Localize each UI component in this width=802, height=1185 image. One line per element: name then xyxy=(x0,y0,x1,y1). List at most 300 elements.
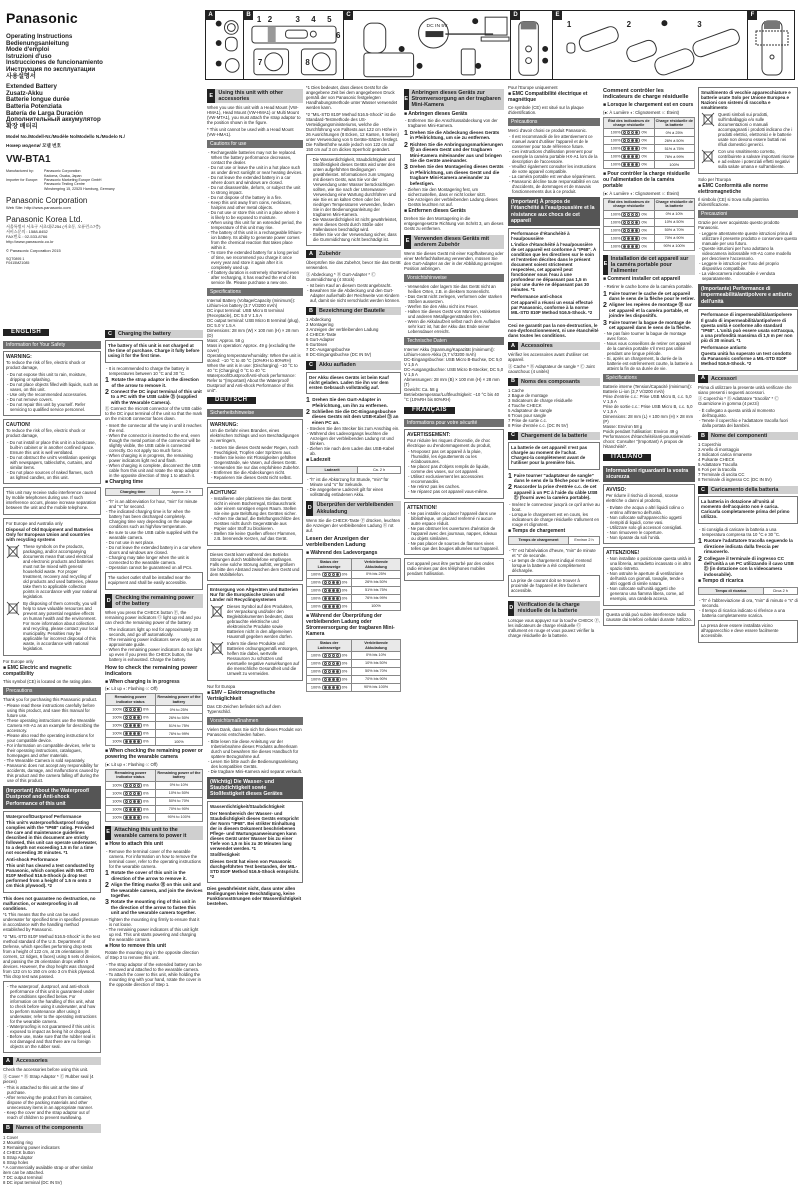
notice-box xyxy=(698,309,798,371)
indicator-lamp xyxy=(133,708,136,711)
section-title: Attaching this unit to the wearable camera to power it xyxy=(114,826,187,839)
check-button-illustration xyxy=(511,11,552,79)
subsection-heading: Comment contrôler les indicateurs de charge résiduelle xyxy=(603,88,689,101)
indicator-low-label: 0% xyxy=(641,228,647,233)
indicator-lamps xyxy=(621,244,640,249)
indicator-lamp xyxy=(137,740,140,743)
table-row xyxy=(604,226,695,234)
indicator-lamp xyxy=(129,808,132,811)
indicator-lamp xyxy=(129,708,132,711)
notice-box xyxy=(404,429,504,499)
indicator-lamp xyxy=(328,678,331,681)
notice-box xyxy=(698,620,798,643)
indicator-status-cell xyxy=(604,153,655,161)
numbered-step xyxy=(603,302,695,318)
list-item: - Utilisez exclusivement les accessoires recommandés. xyxy=(407,474,501,484)
lettered-section-heading xyxy=(306,361,401,369)
table-header: Remaining power of the battery xyxy=(155,769,202,781)
step-number: 1 xyxy=(698,538,702,546)
list-item: - Do not use in wet place. xyxy=(105,540,203,545)
paragraph: Per ridurre il rischio di incendi, scosse elettriche o danni al prodotto, xyxy=(606,493,679,504)
list-item: - Use only the recommended accessories. xyxy=(6,392,98,397)
product-name: Extended Battery xyxy=(6,83,57,91)
table-row xyxy=(699,587,798,594)
indicator-lamp xyxy=(332,589,335,592)
indicator-low-label: 0% xyxy=(143,731,149,736)
bullet-list xyxy=(508,134,600,194)
document-header xyxy=(6,6,196,265)
indicator-lamps xyxy=(322,653,341,658)
list-item: - Charging may take longer when the unit is connected to the wearable camera. xyxy=(105,555,203,565)
bullet-heading: ■ Lorsque le chargement est en cours xyxy=(603,101,694,108)
indicator-lamp xyxy=(336,573,339,576)
indicator-high-label: 100% xyxy=(112,815,122,820)
step-text: Drehen Sie den Gurt-Adapter in Pfeilrichtung, um ihn zu entfernen. xyxy=(312,397,388,408)
manufactured-by-label: Manufactured by: xyxy=(6,169,34,174)
notice-title: ATTENZIONE! xyxy=(606,550,640,557)
step-number: 2 xyxy=(105,882,109,890)
indicator-high-label: 100% xyxy=(310,596,321,601)
disposal-text: Indem Sie diese Produkte und Batterien ordnungsgemäß entsorgen, helfen Sie dabei, wertvolle Ressourcen zu schützen und eventuelle negative Auswirkungen auf die menschliche Gesundheit und die Umwelt zu vermeiden. xyxy=(227,641,300,677)
indicator-lamp xyxy=(137,816,140,819)
corporation-name: Panasonic Corporation xyxy=(6,195,88,205)
list-item: - Do not place objects filled with liquids, such as vases, on this unit. xyxy=(6,382,98,392)
bullet-heading: ■ Pour contrôler la charge résiduelle ou l'alimentation de la caméra portable xyxy=(603,171,690,190)
bullet-list xyxy=(404,187,504,207)
indicator-low-label: 0% xyxy=(641,154,647,159)
notice-box xyxy=(207,584,303,681)
section-title: Überprüfen der verbleibenden Akkuladung xyxy=(316,502,394,515)
list-item: - Si, après un chargement, la durée de la batterie est extrêmement courte, la batterie a atteint la fin de sa durée de vie. xyxy=(603,356,695,371)
step-text: Aligner les repères de montage Ⓗ sur cet appareil et la caméra portable, et joindre les dispositifs. xyxy=(608,302,692,319)
indicator-lamp xyxy=(125,708,128,711)
bullet-heading: ■ Charging time xyxy=(105,478,144,485)
indicator-lamps xyxy=(322,572,341,577)
paragraph: Merci d'avoir choisi ce produit Panasonic. xyxy=(508,127,587,133)
indicator-low-label: 0% xyxy=(341,604,348,609)
list-item: - To attach the cover to this unit, while holding the mounting ring with your hand, rotate the cover in the opposite direction of Step 1. xyxy=(105,972,203,987)
remaining-power-cell: 100% xyxy=(155,738,202,746)
notice-box xyxy=(207,487,303,546)
table-header-row xyxy=(604,117,695,129)
list-item: - Rechargeable batteries may not be replaced. When the battery performance decreases, contact the dealer. xyxy=(207,150,303,165)
indicator-lamp xyxy=(635,147,638,150)
indicator-low-label: 0% xyxy=(641,162,647,167)
bullet-heading: ■ EMC Electric and magnetic compatibility xyxy=(3,665,72,677)
table-row xyxy=(307,595,401,603)
list-item: - Ne retirez pas les caches. xyxy=(407,484,501,489)
lettered-section-heading xyxy=(508,601,600,615)
list-item: - If battery duration is extremely shortened even after recharging, it has reached the end of its service life. Please purchase a new one. xyxy=(207,270,303,285)
section-letter: E xyxy=(404,89,409,110)
manufactured-by: Panasonic Corporation Kadoma, Osaka, Japan xyxy=(44,169,82,178)
list-item: - Do not place sources of naked flames, such as lighted candles, on this unit. xyxy=(6,470,98,480)
indicator-lamp xyxy=(129,816,132,819)
section-letter: A xyxy=(698,375,708,383)
list-item: - Keep the cover and the strap adaptor out of reach of children to prevent swallowing. xyxy=(3,1110,101,1120)
section-letter: B xyxy=(3,1124,13,1132)
bullet-list xyxy=(105,499,203,529)
section-heading: Specifications xyxy=(207,288,303,296)
accessories-illustration xyxy=(206,11,243,79)
indicator-high-label: 100% xyxy=(310,604,321,609)
lettered-section-heading xyxy=(698,375,798,383)
indicator-lamp xyxy=(635,131,638,134)
list-item: - The Wearable Camera is sold separately. xyxy=(3,758,101,763)
indicator-lamp xyxy=(133,724,136,727)
section-title: Anbringen dieses Geräts zur Stromversorgung an der tragbaren Mini-Kamera xyxy=(411,90,501,109)
list-item: - Do not dispose of the battery in a fire. xyxy=(207,195,303,200)
table-row xyxy=(509,537,600,544)
section-title: Checking the remaining power of the battery xyxy=(115,594,194,608)
lettered-section-heading xyxy=(698,432,798,440)
paragraph: *1 This means that the unit can be used underwater for specified time in specified pressure in accordance with the handling method established by Panasonic. xyxy=(3,912,99,933)
product-name: Batería de Larga Duración xyxy=(6,109,84,117)
indicator-lamps xyxy=(621,154,640,159)
lettered-section-heading xyxy=(508,342,600,350)
list-item: - Nous vous conseillons de retirer cet appareil de la caméra portable s'il n'est pas utilisé pendant une longue période. xyxy=(603,341,695,356)
indicator-lamp xyxy=(328,597,331,600)
remaining-power-cell: 0% à 25% xyxy=(654,129,694,137)
indicator-lamp xyxy=(324,686,327,689)
numbered-step xyxy=(698,538,798,554)
remaining-power-cell: 76% bis 99% xyxy=(352,595,401,603)
importer-label: Importer for Europe: xyxy=(6,177,39,182)
bullet-heading: ■ Während des Ladevorgangs xyxy=(306,549,378,556)
remaining-power-cell: 50% à 70% xyxy=(654,226,694,234)
paragraph: Nur für Europa xyxy=(207,684,236,690)
bold-paragraph: This unit has cleared a test conducted by Panasonic, which complies with MIL-STD 810F Method 516.5-Shock (a drop test performed from a height of 1.5 m onto 3 cm thick plywood). *2 xyxy=(6,863,95,889)
remaining-power-table xyxy=(105,693,203,746)
notice-box xyxy=(306,154,401,247)
indicator-low-label: 0% xyxy=(341,580,348,585)
lettered-section-heading xyxy=(508,378,600,386)
remaining-power-cell: 76% à 99% xyxy=(654,153,694,161)
list-item: - Tighten the mounting ring firmly to ensure that it is not loose. xyxy=(105,917,203,927)
table-row xyxy=(307,603,401,611)
table-row xyxy=(604,234,695,242)
table-header: Status der Ladeanzeige xyxy=(307,559,352,571)
svg-text:2: 2 xyxy=(267,15,273,25)
paragraph: * This unit cannot be used with a Head Mount (VW-HMA1). xyxy=(207,126,294,137)
paragraph: Thank you for purchasing this Panasonic product. xyxy=(3,696,98,702)
indicator-lamps xyxy=(322,677,341,682)
bullet-list xyxy=(105,962,203,987)
table-row xyxy=(307,660,401,668)
indicator-high-label: 100% xyxy=(112,783,122,788)
section-title: Accessori xyxy=(711,375,737,382)
indicator-lamp xyxy=(623,221,626,224)
bold-paragraph: Ceci ne garantit pas la non-destruction, le non-dysfonctionnement, ni une étanchéité dans toutes les conditions. xyxy=(508,322,599,338)
bullet-heading: ■ Temps de chargement xyxy=(508,527,566,534)
important-heading: (Important) À propos de l'étanchéité à l'eau/poussière et la résistance aux chocs de cet appareil xyxy=(508,197,600,226)
table-header: Remaining power of the battery xyxy=(155,694,202,706)
table-header: Verbleibende Akkuladung xyxy=(352,640,401,652)
notice-title: AVERTISSEMENT: xyxy=(407,431,451,438)
bullet-list xyxy=(603,331,695,371)
indicator-high-label: 100% xyxy=(310,580,321,585)
paragraph: Ⓐ Cover * Ⓑ Strap Adaptor * Ⓒ Rubber seal (4 pieces) xyxy=(3,1073,94,1084)
indicator-status-cell xyxy=(106,730,156,738)
indicator-high-label: 100% xyxy=(310,669,321,674)
list-item: - Das Gerät nicht zerlegen, verformen oder starken Stößen aussetzen. xyxy=(404,294,504,304)
bullet-list xyxy=(309,157,398,242)
paragraph: (●: À Lumière ◐: Clignotement ○: Éteint) xyxy=(603,109,680,115)
paragraph: 1 Cover 2 Mounting ring 3 Remaining power indicators 4 CHECK button 5 Strap Adaptor 6 Strap holes * A commercially available strap or other similar item can be attached. 7 DC output terminal 8 DC input terminal (DC IN 5V) xyxy=(3,1134,94,1185)
indicator-lamp xyxy=(623,155,626,158)
indicator-lamp xyxy=(336,581,339,584)
svg-text:7: 7 xyxy=(257,57,263,67)
lettered-section-heading xyxy=(105,826,203,840)
bullet-list xyxy=(698,408,798,428)
svg-text:1: 1 xyxy=(256,15,262,25)
notice-title: CAUTION! xyxy=(6,422,31,428)
disposal-text: Dieses Symbol auf den Produkten, der Verpackung und/oder den Begleitdokumenten bedeutet, dass gebrauchte elektrische und elektronische Produkte sowie Batterien nicht in den allgemeinen Hausmüll gegeben werden dürfen. xyxy=(227,604,294,640)
indicator-lamp xyxy=(627,221,630,224)
list-item: - When the connector is inserted to the end, even though the metal portion of the connector will be slightly visible, the USB cable is connected correctly. Do not apply too much force. xyxy=(105,433,203,453)
attach-illustration xyxy=(553,11,747,79)
indicator-lamp xyxy=(623,229,626,232)
indicator-high-label: 100% xyxy=(112,707,122,712)
table-row xyxy=(106,813,203,821)
disposal-text: Con uno smaltimento corretto, contribuirete a salvare importanti risorse e ad evitare i potenziali effetti negativi sulla salute umana e sull'ambiente. xyxy=(718,149,795,169)
section-letter: C xyxy=(698,486,708,494)
indicator-lamps xyxy=(621,130,640,135)
notice-box xyxy=(105,340,203,363)
svg-text:5: 5 xyxy=(327,15,332,25)
remaining-power-table xyxy=(306,639,401,692)
indicator-lamp xyxy=(631,221,634,224)
paragraph: Il simbolo (CE) si trova sulla piastrina d'identificazione. xyxy=(698,196,769,207)
step-text: Drehen Sie die Abdeckung dieses Geräts in Pfeilrichtung, um sie zu entfernen. xyxy=(409,129,500,141)
paragraph: (●: À Lumière ◐: Clignotement ○: Éteint) xyxy=(603,190,680,196)
indicator-lamp xyxy=(631,131,634,134)
numbered-step xyxy=(603,291,695,302)
bold-paragraph: Der Akku dieses Geräts ist beim Kauf nicht geladen. Laden Sie ihn vor dem ersten Gebrauch vollständig auf. xyxy=(309,374,389,390)
step-text: Faire tourner "adaptateur de sangle" dans le sens de la flèche pour le retirer. xyxy=(513,472,600,483)
numbered-step xyxy=(603,320,695,331)
list-item: - Verwenden Sie nur das empfohlene Zubehör. xyxy=(210,465,300,470)
time-table xyxy=(105,488,203,496)
notice-box xyxy=(508,442,600,470)
manufacturer-info xyxy=(6,169,196,190)
disposal-text: Questi simboli sui prodotti, sull'imballaggio e/o sulle documentazioni o manuali accompagnanti i prodotti indicano che i prodotti elettrici, elettronici e le batterie usate non devono essere buttati nei rifiuti domestici generici. xyxy=(718,112,793,147)
indicator-status-cell xyxy=(106,738,156,746)
paragraph: Check the accessories before using this unit. xyxy=(3,1067,89,1073)
indicator-lamp xyxy=(623,139,626,142)
paragraph: Solo per l'Europa xyxy=(698,177,731,182)
bullet-heading: ■ How to remove this unit xyxy=(105,942,167,949)
indicator-lamp xyxy=(133,800,136,803)
product-name-list xyxy=(6,84,196,130)
list-item: - Stellen Sie keine Quellen offener Flammen, z.B. brennende Kerzen, auf das Gerät. xyxy=(210,531,300,541)
step-text: Connect the DC input terminal of this unit to a PC with the USB cable Ⓓ (supplied with the Wearable Camera). xyxy=(110,389,202,405)
list-item: - Ne pas obstruer les ouvertures d'aération de l'appareil avec des journaux, nappes, rideaux ou objets similaires. xyxy=(407,526,501,541)
indicator-lamp xyxy=(137,708,140,711)
lettered-section-heading xyxy=(306,250,401,258)
paragraph: *2 "MIL-STD 810F Method 516.5-Shock" is the test method standard of the U.S. Department of Defense, which specifies performing drop tests from a height of 122 cm, at 26 orientations (8 corners, 12 ridges, 6 faces) using 5 sets of devices, and passing the 26 orientation drops within 5 devices. However, the drop height was changed from 122 cm to 150 cm onto 3 cm thick plywood. This drop test was passed. xyxy=(3,933,101,979)
indicator-lamp xyxy=(631,155,634,158)
numbered-step xyxy=(105,377,203,388)
indicator-lamp xyxy=(328,581,331,584)
bullet-heading: ■ When charging is in progress xyxy=(105,678,180,685)
section-heading: Spécifications xyxy=(603,374,695,382)
list-item: - Die Anzeigen der verbleibenden Ladung dieses Geräts leuchten rot auf. xyxy=(404,197,504,207)
section-title: Noms des composants xyxy=(521,378,581,385)
indicator-lamp xyxy=(627,245,630,248)
indicator-lamp xyxy=(324,605,327,608)
notice-title: WARNING: xyxy=(6,354,32,360)
table-row xyxy=(307,676,401,684)
section-letter: D xyxy=(508,601,514,615)
section-title: Accessories xyxy=(16,1058,48,1065)
paragraph: Internal Battery (Voltage/Capacity (minimum)): Lithium-ion battery (3.7 V/3200 mAh) DC input terminal: USB Micro B terminal (Receptacle), DC 5.0 V 1.5 A DC output terminal: USB Micro B terminal (plug), DC 5.0 V 1.5 A Dimensions: 28 mm (W) × 100 mm (H) × 28 mm (D) Mass: Approx. 58 g Mass in operation: Approx. 49 g (excluding the cover) Operating temperature/humidity: When the unit is stored: −10 °C to 40 °C (10%RH to 80%RH) When the unit is in use: (Discharging) −10 °C to 40 °C (Charging) 0 °C to 40 °C Waterproof/Dustproof/Anti-shock performance: Refer to "(Important) About the Waterproof/ Dustproof and Anti-shock Performance of this unit". xyxy=(207,297,301,393)
korea-line: http://www.panasonic.co.kr xyxy=(6,238,54,244)
table-row xyxy=(106,722,203,730)
model-label-ru: Номер модели/ 모델 번호 xyxy=(6,143,61,149)
svg-text:4: 4 xyxy=(311,15,316,25)
language-label: ITALIANO xyxy=(603,454,651,461)
remaining-power-cell: 90% bis 100% xyxy=(352,684,401,692)
bold-paragraph: Dies gewährleistet nicht, dass unter allen Bedingungen keine Beschädigung, keine Funktionsstörungen oder Wasserdichtigkeit bestehen. xyxy=(207,886,302,907)
notice-box xyxy=(3,811,101,893)
numbered-step xyxy=(404,142,504,164)
list-item: - When using this unit for an extended period, the temperature of this unit may rise. xyxy=(207,220,303,230)
indicator-high-label: 100% xyxy=(610,236,621,241)
list-item: - Do not use or store this unit in a place where it is likely to be exposed to moisture. xyxy=(207,210,303,220)
section-letter: B xyxy=(306,307,316,315)
table-header-row xyxy=(604,198,695,210)
indicator-status-cell xyxy=(604,161,655,169)
table-row xyxy=(106,805,203,813)
indicator-low-label: 0% xyxy=(341,677,348,682)
remaining-power-cell: 70% à 90% xyxy=(654,234,694,242)
indicator-lamps xyxy=(123,815,142,820)
lettered-section-heading xyxy=(698,486,798,494)
indicator-low-label: 0% xyxy=(641,236,647,241)
indicator-high-label: 100% xyxy=(610,212,621,217)
product-name: 확장 배터리 xyxy=(6,122,38,130)
indicator-lamp xyxy=(324,654,327,657)
indicator-lamp xyxy=(627,237,630,240)
indicator-high-label: 100% xyxy=(112,799,122,804)
model-label: Model No./Modell-Nr./Modèle No/Modello N./Modelo N./ xyxy=(6,134,125,140)
remaining-power-cell: 0% bis 10% xyxy=(352,652,401,660)
indicator-status-cell xyxy=(307,676,352,684)
indicator-lamp xyxy=(627,229,630,232)
indicator-lamp xyxy=(623,147,626,150)
important-heading: (Wichtig) Die Wasser- und Staubdichtigkeit sowie Stoßfestigkeit dieses Gerätes xyxy=(207,777,303,800)
bold-paragraph: Waterproof/Dustproof Performance xyxy=(6,813,82,819)
indicator-lamp xyxy=(627,139,630,142)
lettered-section-heading xyxy=(603,255,695,276)
indicator-low-label: 0% xyxy=(641,146,647,151)
product-name: Дополнительный аккумулятор xyxy=(6,116,101,124)
indicator-lamp xyxy=(635,213,638,216)
paragraph: For Europe and Australia only xyxy=(6,520,63,526)
section-letter: A xyxy=(508,342,518,350)
indicator-status-cell xyxy=(106,789,156,797)
svg-text:3: 3 xyxy=(295,15,300,25)
document-code-2: F0415MZ1085 xyxy=(6,260,30,265)
table-cell: Charging time xyxy=(106,488,160,495)
remaining-power-cell: 70% bis 90% xyxy=(352,676,401,684)
remaining-power-cell: 0% bis 25% xyxy=(352,571,401,579)
bold-paragraph: This unit's waterproof/dustproof rating complies with the "IP68" rating. Provided the care and maintenance guidelines described in this document are strictly followed, this unit can operate underwater, to a depth not exceeding 1.5 m for a time not exceeding 30 minutes. *1 xyxy=(6,820,98,856)
list-item: - La videocamera indossabile è venduta separatamente. xyxy=(698,271,798,281)
indicator-lamps xyxy=(123,799,142,804)
list-item: - Non collocate sull'unità oggetti che generano una fiamma libera, come, ad esempio, una candela accesa. xyxy=(606,586,692,601)
paragraph: 1 Abdeckung 2 Montagering 3 Anzeigen der verbleibenden Ladung 4 CHECK-Taste 5 Gurt-Adapter 6 Gurtösen 7 DC-Ausgangsbuchse 8 DC-Eingangsbuchse (DC IN 5V) xyxy=(306,317,379,358)
list-item: - When charging is complete, disconnect the USB cable from this unit and rotate the strap adaptor in the opposite direction of Step 1 to attach it. xyxy=(105,463,203,478)
list-item: - These operating instructions use the Wearable Camera HX-A1 as an example for describing the accessory. xyxy=(3,718,101,733)
indicator-lamp xyxy=(129,800,132,803)
table-header: Charge résiduelle de la batterie xyxy=(655,118,693,128)
figure-f-strap xyxy=(748,11,796,79)
section-letter: E xyxy=(207,89,215,103)
doc-title: Bedienungsanleitung xyxy=(6,39,69,47)
indicator-lamp xyxy=(631,163,634,166)
indicator-lamp xyxy=(324,597,327,600)
indicator-lamps xyxy=(123,783,142,788)
bullet-list xyxy=(306,477,401,497)
remaining-power-cell: 90% à 100% xyxy=(654,242,694,250)
section-title: Bezeichnung der Bauteile xyxy=(319,308,385,315)
indicator-lamps xyxy=(621,236,640,241)
indicator-lamps xyxy=(123,791,142,796)
indicator-lamp xyxy=(623,213,626,216)
lettered-section-heading xyxy=(404,235,504,249)
indicator-lamp xyxy=(332,670,335,673)
notice-box xyxy=(603,609,695,627)
bullet-list xyxy=(3,1085,101,1120)
indicator-status-cell xyxy=(307,579,352,587)
bullet-list xyxy=(105,849,203,869)
indicator-lamp xyxy=(635,163,638,166)
step-text: Collegare il terminale di ingresso CC dell'unità a un PC utilizzando il cavo USB Ⓓ (in dotazione con la videocamera indossabile). xyxy=(703,555,794,577)
list-item: - Do not expose this unit to rain, moisture, dripping or splashing. xyxy=(6,372,98,382)
indicator-low-label: 0% xyxy=(341,653,348,658)
bold-paragraph: Performance antiurto xyxy=(701,344,747,350)
table-row xyxy=(106,714,203,722)
indicator-lamps xyxy=(322,669,341,674)
indicator-status-cell xyxy=(307,587,352,595)
remaining-power-cell: 0% to 10% xyxy=(155,781,202,789)
step-number: 3 xyxy=(105,899,109,907)
indicator-lamp xyxy=(631,213,634,216)
indicator-high-label: 100% xyxy=(610,130,621,135)
indicator-high-label: 100% xyxy=(112,791,122,796)
bullet-list xyxy=(698,598,798,618)
indicator-lamp xyxy=(635,221,638,224)
indicator-lamp xyxy=(324,662,327,665)
section-heading: Precautions xyxy=(3,687,101,695)
list-item: - Panasonic décline toute responsabilité en cas d'accidents, de dommages et de mauvais fonctionnements dus à ce produit. xyxy=(508,179,600,194)
indicator-lamps xyxy=(123,807,142,812)
indicator-status-cell xyxy=(106,714,156,722)
indicator-status-cell xyxy=(106,813,156,821)
list-item: - Utilizzare solo gli accessori consigliati. xyxy=(606,525,692,530)
section-title: Installation de cet appareil sur la caméra portable pour l'alimenter xyxy=(610,255,689,275)
indicator-low-label: 0% xyxy=(341,685,348,690)
remaining-power-cell: 100% xyxy=(352,603,401,611)
step-number: 2 xyxy=(306,408,310,416)
list-item: - Wenn die Akkulaufzeit selbst nach dem Aufladen sehr kurz ist, hat der Akku das Ende seiner Lebensdauer erreicht. xyxy=(404,319,504,334)
indicator-lamp xyxy=(631,229,634,232)
indicator-lamp xyxy=(137,724,140,727)
indicator-lamp xyxy=(137,784,140,787)
list-item: - Non installate o posizionate questa unità in una libreria, armadietto incassato o in altro spazio ristretto. xyxy=(606,556,692,571)
